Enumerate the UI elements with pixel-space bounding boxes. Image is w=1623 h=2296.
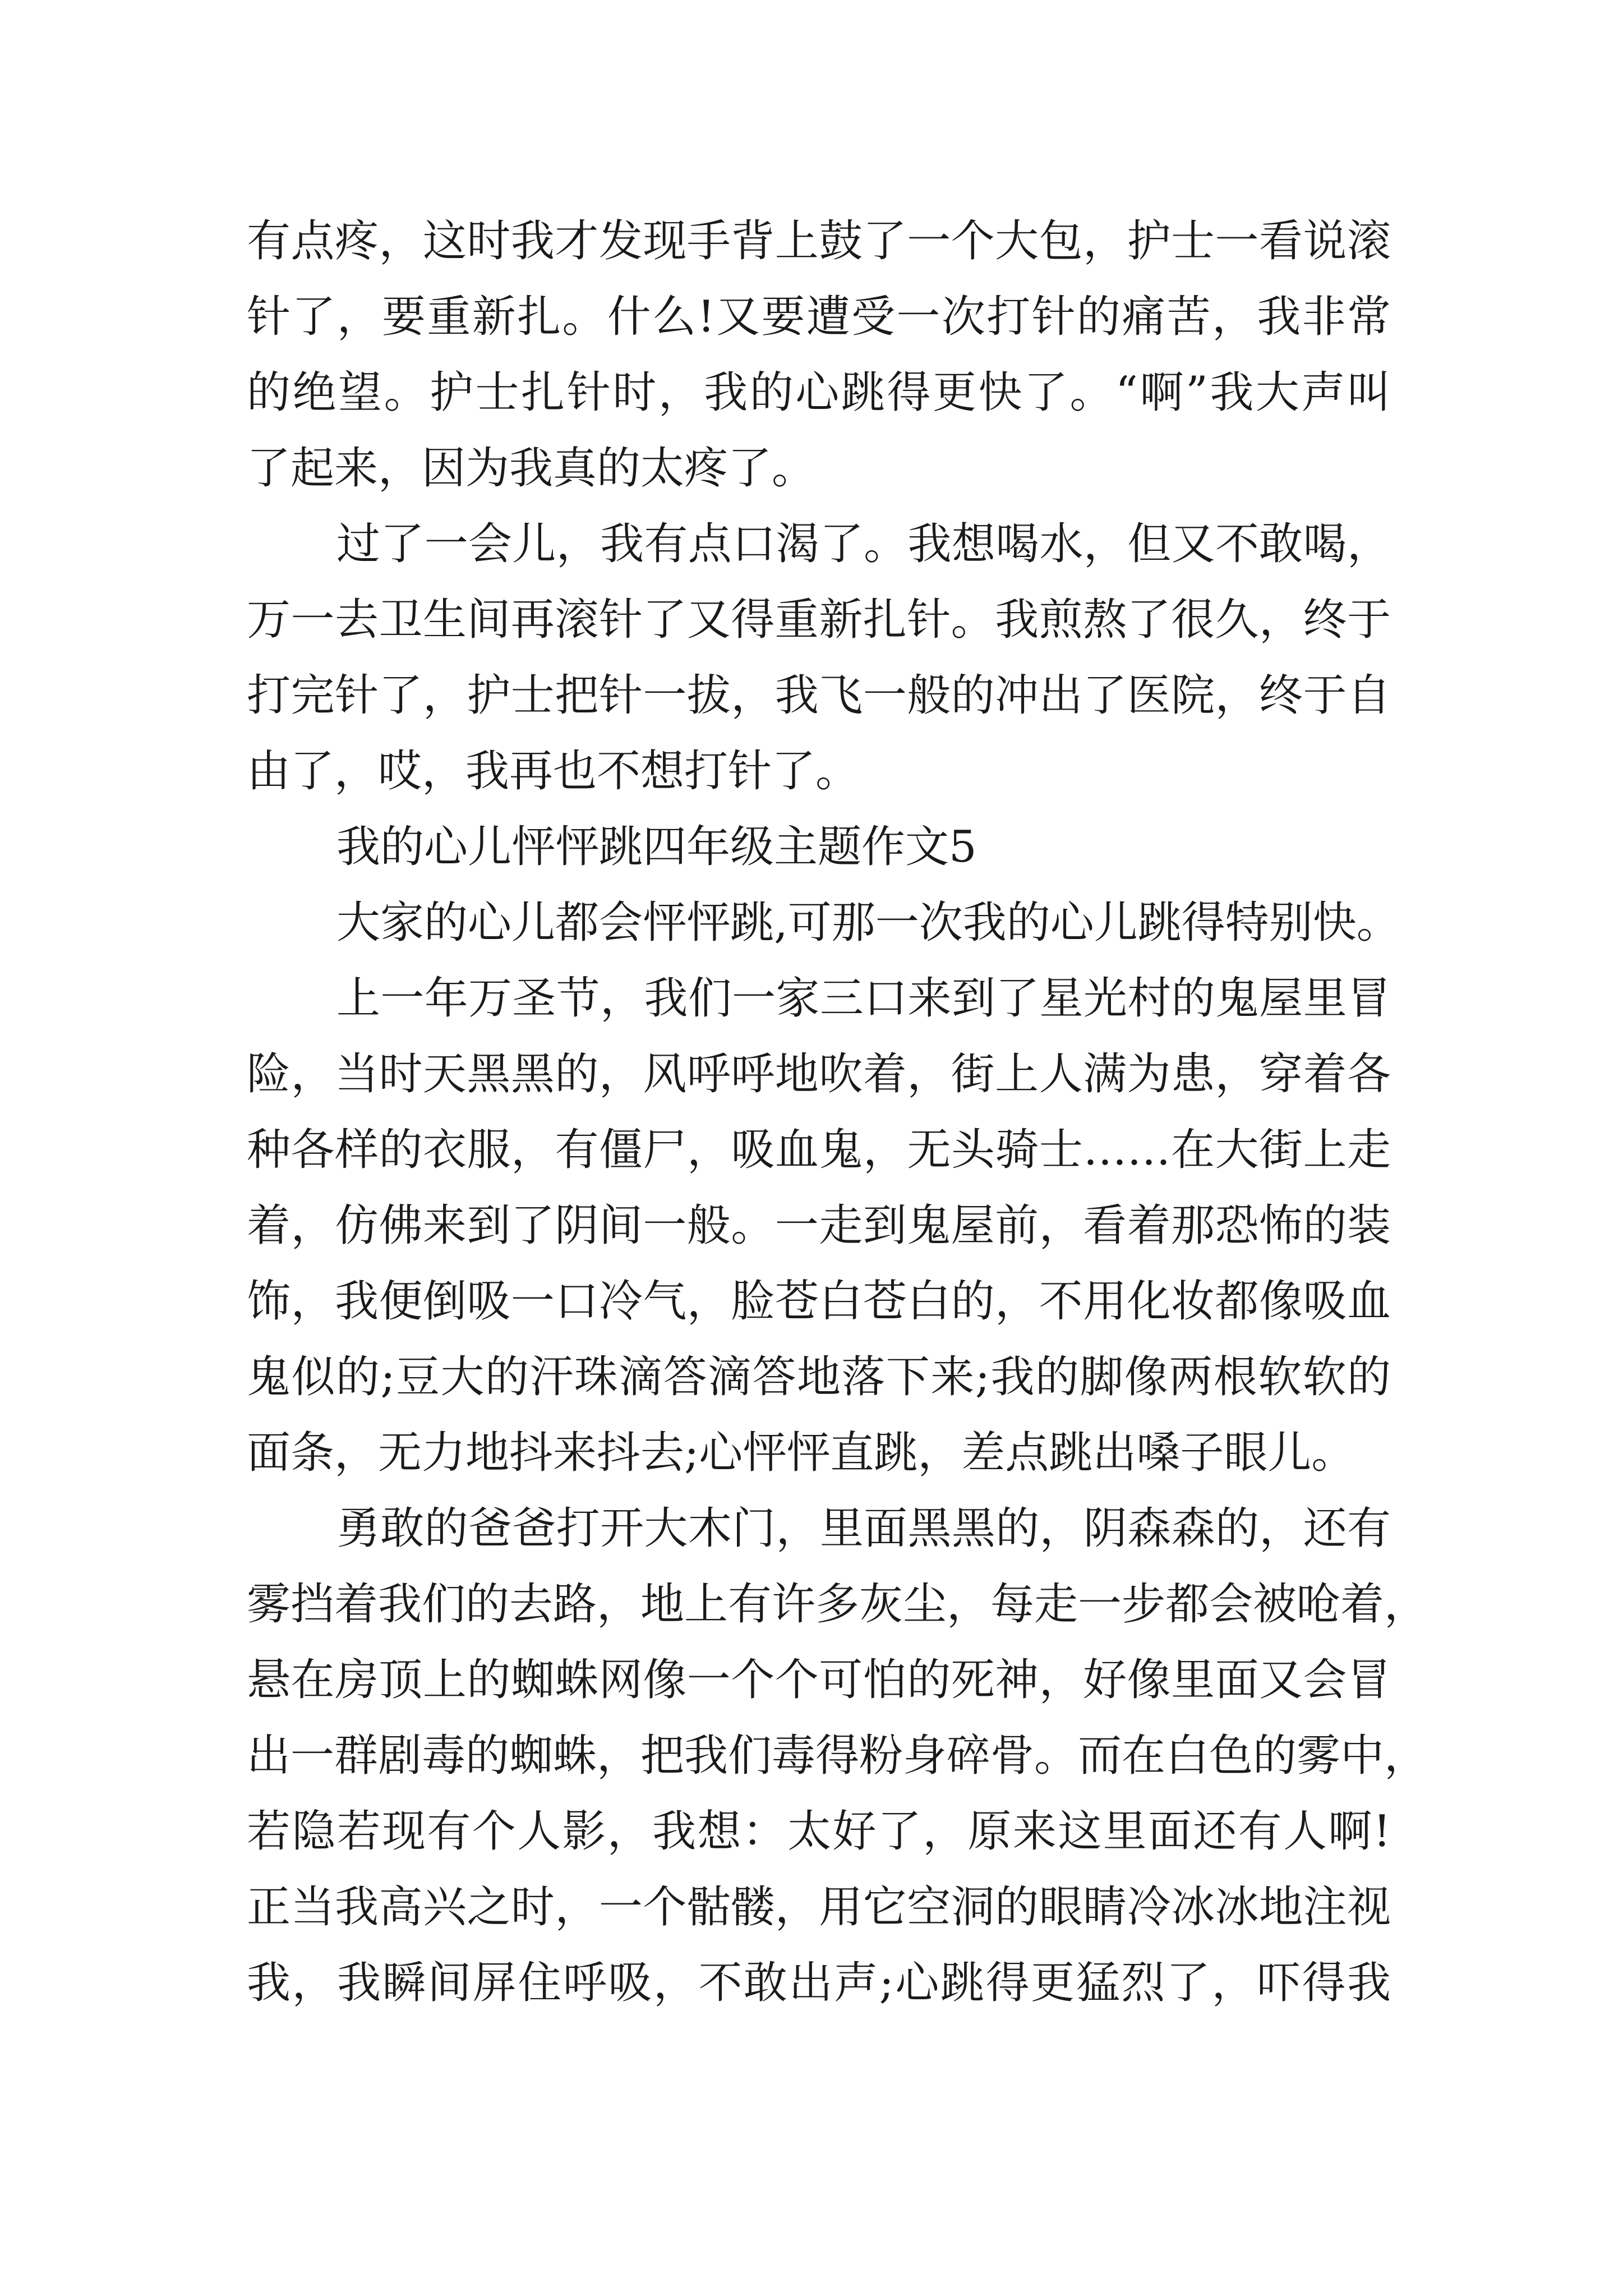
text-line: 面条，无力地抖来抖去;心怦怦直跳，差点跳出嗓子眼儿。 bbox=[247, 1428, 1355, 1478]
text-line: 针了，要重新扎。什么!又要遭受一次打针的痛苦，我非常 bbox=[247, 292, 1391, 342]
paragraph-first-line: 勇敢的爸爸打开大木门，里面黑黑的，阴森森的，还有 bbox=[336, 1503, 1391, 1554]
text-line: 我，我瞬间屏住呼吸，不敢出声;心跳得更猛烈了，吓得我 bbox=[247, 1958, 1391, 2008]
text-line: 打完针了，护士把针一拔，我飞一般的冲出了医院，终于自 bbox=[247, 670, 1391, 721]
text-line: 若隐若现有个人影，我想：太好了，原来这里面还有人啊! bbox=[247, 1806, 1391, 1857]
text-line: 万一去卫生间再滚针了又得重新扎针。我煎熬了很久，终于 bbox=[247, 595, 1391, 645]
text-line: 饰，我便倒吸一口冷气，脸苍白苍白的，不用化妆都像吸血 bbox=[247, 1276, 1391, 1327]
text-line: 的绝望。护士扎针时，我的心跳得更快了。“啊”我大声叫 bbox=[247, 367, 1391, 418]
text-line: 险，当时天黑黑的，风呼呼地吹着，街上人满为患，穿着各 bbox=[247, 1049, 1391, 1099]
text-line: 有点疼，这时我才发现手背上鼓了一个大包，护士一看说滚 bbox=[247, 216, 1391, 266]
text-line: 种各样的衣服，有僵尸，吸血鬼，无头骑士……在大街上走 bbox=[247, 1125, 1391, 1175]
text-line: 鬼似的;豆大的汗珠滴答滴答地落下来;我的脚像两根软软的 bbox=[247, 1352, 1391, 1402]
text-line: 了起来，因为我真的太疼了。 bbox=[247, 443, 816, 494]
text-line: 雾挡着我们的去路，地上有许多灰尘，每走一步都会被呛着， bbox=[247, 1579, 1428, 1630]
section-heading: 我的心儿怦怦跳四年级主题作文5 bbox=[336, 822, 977, 872]
text-line: 着，仿佛来到了阴间一般。一走到鬼屋前，看着那恐怖的装 bbox=[247, 1200, 1391, 1251]
text-line: 出一群剧毒的蜘蛛，把我们毒得粉身碎骨。而在白色的雾中， bbox=[247, 1731, 1428, 1781]
paragraph-first-line: 过了一会儿，我有点口渴了。我想喝水，但又不敢喝， bbox=[336, 519, 1391, 569]
paragraph-first-line: 上一年万圣节，我们一家三口来到了星光村的鬼屋里冒 bbox=[336, 973, 1391, 1024]
text-line: 由了，哎，我再也不想打针了。 bbox=[247, 746, 860, 797]
text-line: 正当我高兴之时，一个骷髅，用它空洞的眼睛冷冰冰地注视 bbox=[247, 1882, 1391, 1932]
text-line: 悬在房顶上的蜘蛛网像一个个可怕的死神，好像里面又会冒 bbox=[247, 1655, 1391, 1705]
paragraph-first-line: 大家的心儿都会怦怦跳,可那一次我的心儿跳得特别快。 bbox=[336, 898, 1400, 948]
